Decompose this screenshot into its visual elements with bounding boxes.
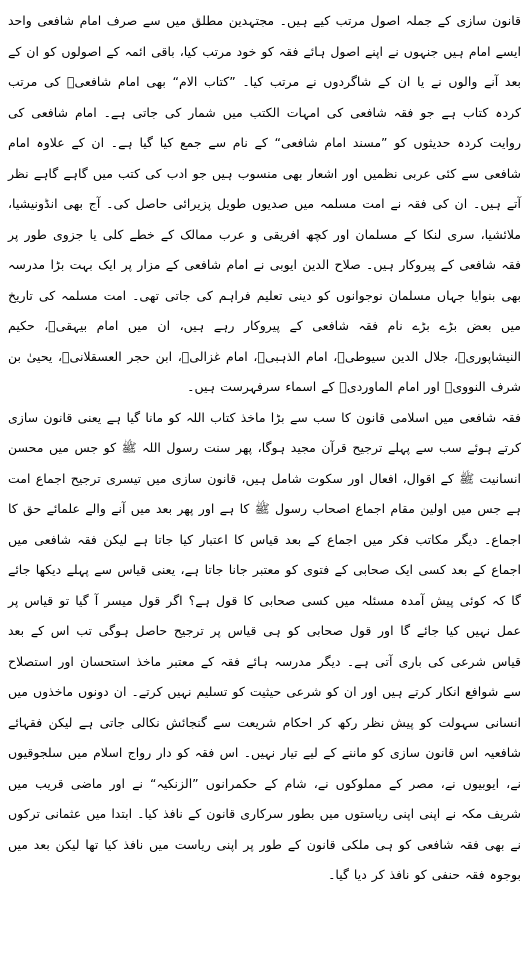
paragraph-imam-shafii-works: قانون سازی کے جملہ اصول مرتب کیے ہیں۔ مجتہدین مطلق میں سے صرف امام شافعی واحد ایسے امام ہیں جنہوں نے اپنے اصول ہائے فقہ کو خود مرتب کیا، باقی ائمہ کے اصولوں کو ان کے بعد آنے والوں نے یا ان کے شاگردوں نے مرتب کیا۔ ”کتاب الام“ بھی امام شافعیؒ کی مرتب کردہ کتاب ہے جو فقہ شافعی کی امہات الکتب میں شمار کی جاتی ہے۔ امام شافعی کی روایت کردہ حدیثوں کو ”مسند امام شافعی“ کے نام سے جمع کیا گیا ہے۔ ان کے علاوہ امام شافعی سے کئی عربی نظمیں اور اشعار بھی منسوب ہیں جو ادب کی کتب میں گاہے گاہے نظر آتے ہیں۔ ان کی فقہ نے امت مسلمہ میں صدیوں طویل پزیرائی حاصل کی۔ آج بھی انڈونیشیا، ملائشیا، سری لنکا کے مسلمان اور کچھ افریقی و عرب ممالک کے خطے کلی یا جزوی طور پر فقہ شافعی کے پیروکار ہیں۔ صلاح الدین ایوبی نے امام شافعی کے مزار پر ایک بہت بڑا مدرسہ بھی بنوایا جہاں مسلمان نوجوانوں کو دینی تعلیم فراہم کی جاتی تھی۔ امت مسلمہ کی تاریخ میں بعض بڑے بڑے نام فقہ شافعی کے پیروکار رہے ہیں، ان میں امام بیہقیؒ، حکیم النیشاپوریؒ، جلال الدین سیوطیؒ، امام الذہبیؒ، امام غزالیؒ، ابن حجر العسقلانیؒ، یحییٰ بن شرف النوویؒ اور امام الماوردیؒ کے اسماء سرفہرست ہیں۔ <box>8 13 521 394</box>
paragraph-shafii-sources-of-law: فقہ شافعی میں اسلامی قانون کا سب سے بڑا ماخذ کتاب اللہ کو مانا گیا ہے یعنی قانون سازی کرتے ہوئے سب سے پہلے ترجیح قرآن مجید ہوگا، پھر سنت رسول اللہ ﷺ کو جس میں محسن انسانیت ﷺ کے اقوال، افعال اور سکوت شامل ہیں، قانون سازی میں تیسری ترجیح اجماع امت ہے جس میں اولین مقام اجماع اصحاب رسول ﷺ کا ہے اور پھر بعد میں آنے والے علمائے حق کا اجماع۔ دیگر مکاتب فکر میں اجماع کے بعد قیاس کا اعتبار کیا جاتا ہے لیکن فقہ شافعی میں اجماع کے بعد کسی ایک صحابی کے فتوی کو معتبر جانا جاتا ہے، یعنی قیاس سے پہلے دیکھا جائے گا کہ کوئی پیش آمدہ مسئلہ میں کسی صحابی کا قول ہے؟ اگر قول میسر آ گیا تو قیاس پر عمل نہیں کیا جائے گا اور قول صحابی کو ہی قیاس پر ترجیح حاصل ہوگی تب اس کے بعد قیاس شرعی کی باری آتی ہے۔ دیگر مدرسہ ہائے فقہ کے معتبر ماخذ استحسان اور استصلاح سے شوافع انکار کرتے ہیں اور ان کو شرعی حیثیت کو تسلیم نہیں کرتے۔ ان دونوں ماخذوں میں انسانی سہولت کو پیش نظر رکھ کر احکام شریعت سے گنجائش نکالی جاتی ہے لیکن فقہائے شافعیہ اس قانون سازی کو ماننے کے لیے تیار نہیں۔ اس فقہ کو دار رواج اسلام میں سلجوقیوں نے، ایوبیوں نے، مصر کے مملوکوں نے، شام کے حکمرانوں ”الزنکیہ“ نے اور ماضی قریب میں شریف مکہ نے اپنی اپنی ریاستوں میں بطور سرکاری قانون کے نافذ کیا۔ ابتدا میں عثمانی ترکوں نے بھی فقہ شافعی کو ہی ملکی قانون کے طور پر اپنی ریاست میں نافذ کیا تھا لیکن بعد میں بوجوہ فقہ حنفی کو نافذ کر دیا گیا۔ <box>8 409 521 882</box>
